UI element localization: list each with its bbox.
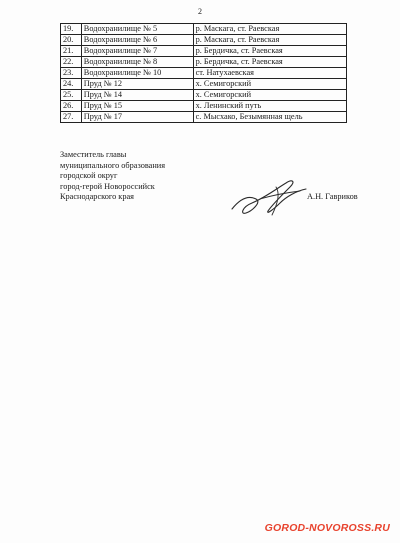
table-row (61, 24, 347, 35)
table-row (61, 112, 347, 123)
signatory-title-line-1: Заместитель главы (60, 150, 127, 159)
signatory-title-line-3: городской округ (60, 171, 118, 181)
signature-block (60, 150, 165, 203)
table-row (61, 46, 347, 57)
water-body-location: р. Маскага, ст. Раевская (193, 24, 346, 35)
row-number: 20. (61, 35, 82, 46)
signer-name: А.Н. Гавриков (307, 192, 358, 201)
water-body-location: х. Семигорский (193, 79, 346, 90)
water-body-location: с. Мысхако, Безымянная щель (193, 112, 346, 123)
row-number: 25. (61, 90, 82, 101)
row-number: 21. (61, 46, 82, 57)
row-number: 22. (61, 57, 82, 68)
row-number: 27. (61, 112, 82, 123)
water-body-name: Водохранилище № 8 (81, 57, 193, 68)
water-body-name: Пруд № 15 (81, 101, 193, 112)
water-body-name: Водохранилище № 7 (81, 46, 193, 57)
row-number: 26. (61, 101, 82, 112)
water-body-name: Водохранилище № 5 (81, 24, 193, 35)
table-row (61, 68, 347, 79)
table-body (61, 24, 347, 123)
water-body-location: р. Маскага, ст. Раевская (193, 35, 346, 46)
row-number: 19. (61, 24, 82, 35)
site-watermark: GOROD-NOVOROSS.RU (264, 522, 390, 534)
water-body-name: Водохранилище № 6 (81, 35, 193, 46)
handwritten-signature (226, 169, 318, 221)
water-body-location: ст. Натухаевская (193, 68, 346, 79)
signatory-title-line-5: Краснодарского края (60, 192, 134, 202)
water-body-location: х. Ленинский путь (193, 101, 346, 112)
water-body-name: Пруд № 12 (81, 79, 193, 90)
page-number: 2 (198, 7, 202, 16)
signatory-title-line-4: город-герой Новороссийск (60, 181, 155, 191)
table-row (61, 79, 347, 90)
row-number: 23. (61, 68, 82, 79)
table-row (61, 90, 347, 101)
water-body-location: р. Бердичка, ст. Раевская (193, 46, 346, 57)
water-body-location: р. Бердичка, ст. Раевская (193, 57, 346, 68)
water-body-location: х. Семигорский (193, 90, 346, 101)
row-number: 24. (61, 79, 82, 90)
water-body-name: Водохранилище № 10 (81, 68, 193, 79)
table-row (61, 35, 347, 46)
water-body-name: Пруд № 14 (81, 90, 193, 101)
table-row (61, 57, 347, 68)
table-row (61, 101, 347, 112)
water-body-name: Пруд № 17 (81, 112, 193, 123)
water-bodies-table (60, 23, 347, 123)
signatory-title-line-2: муниципального образования (60, 160, 166, 170)
